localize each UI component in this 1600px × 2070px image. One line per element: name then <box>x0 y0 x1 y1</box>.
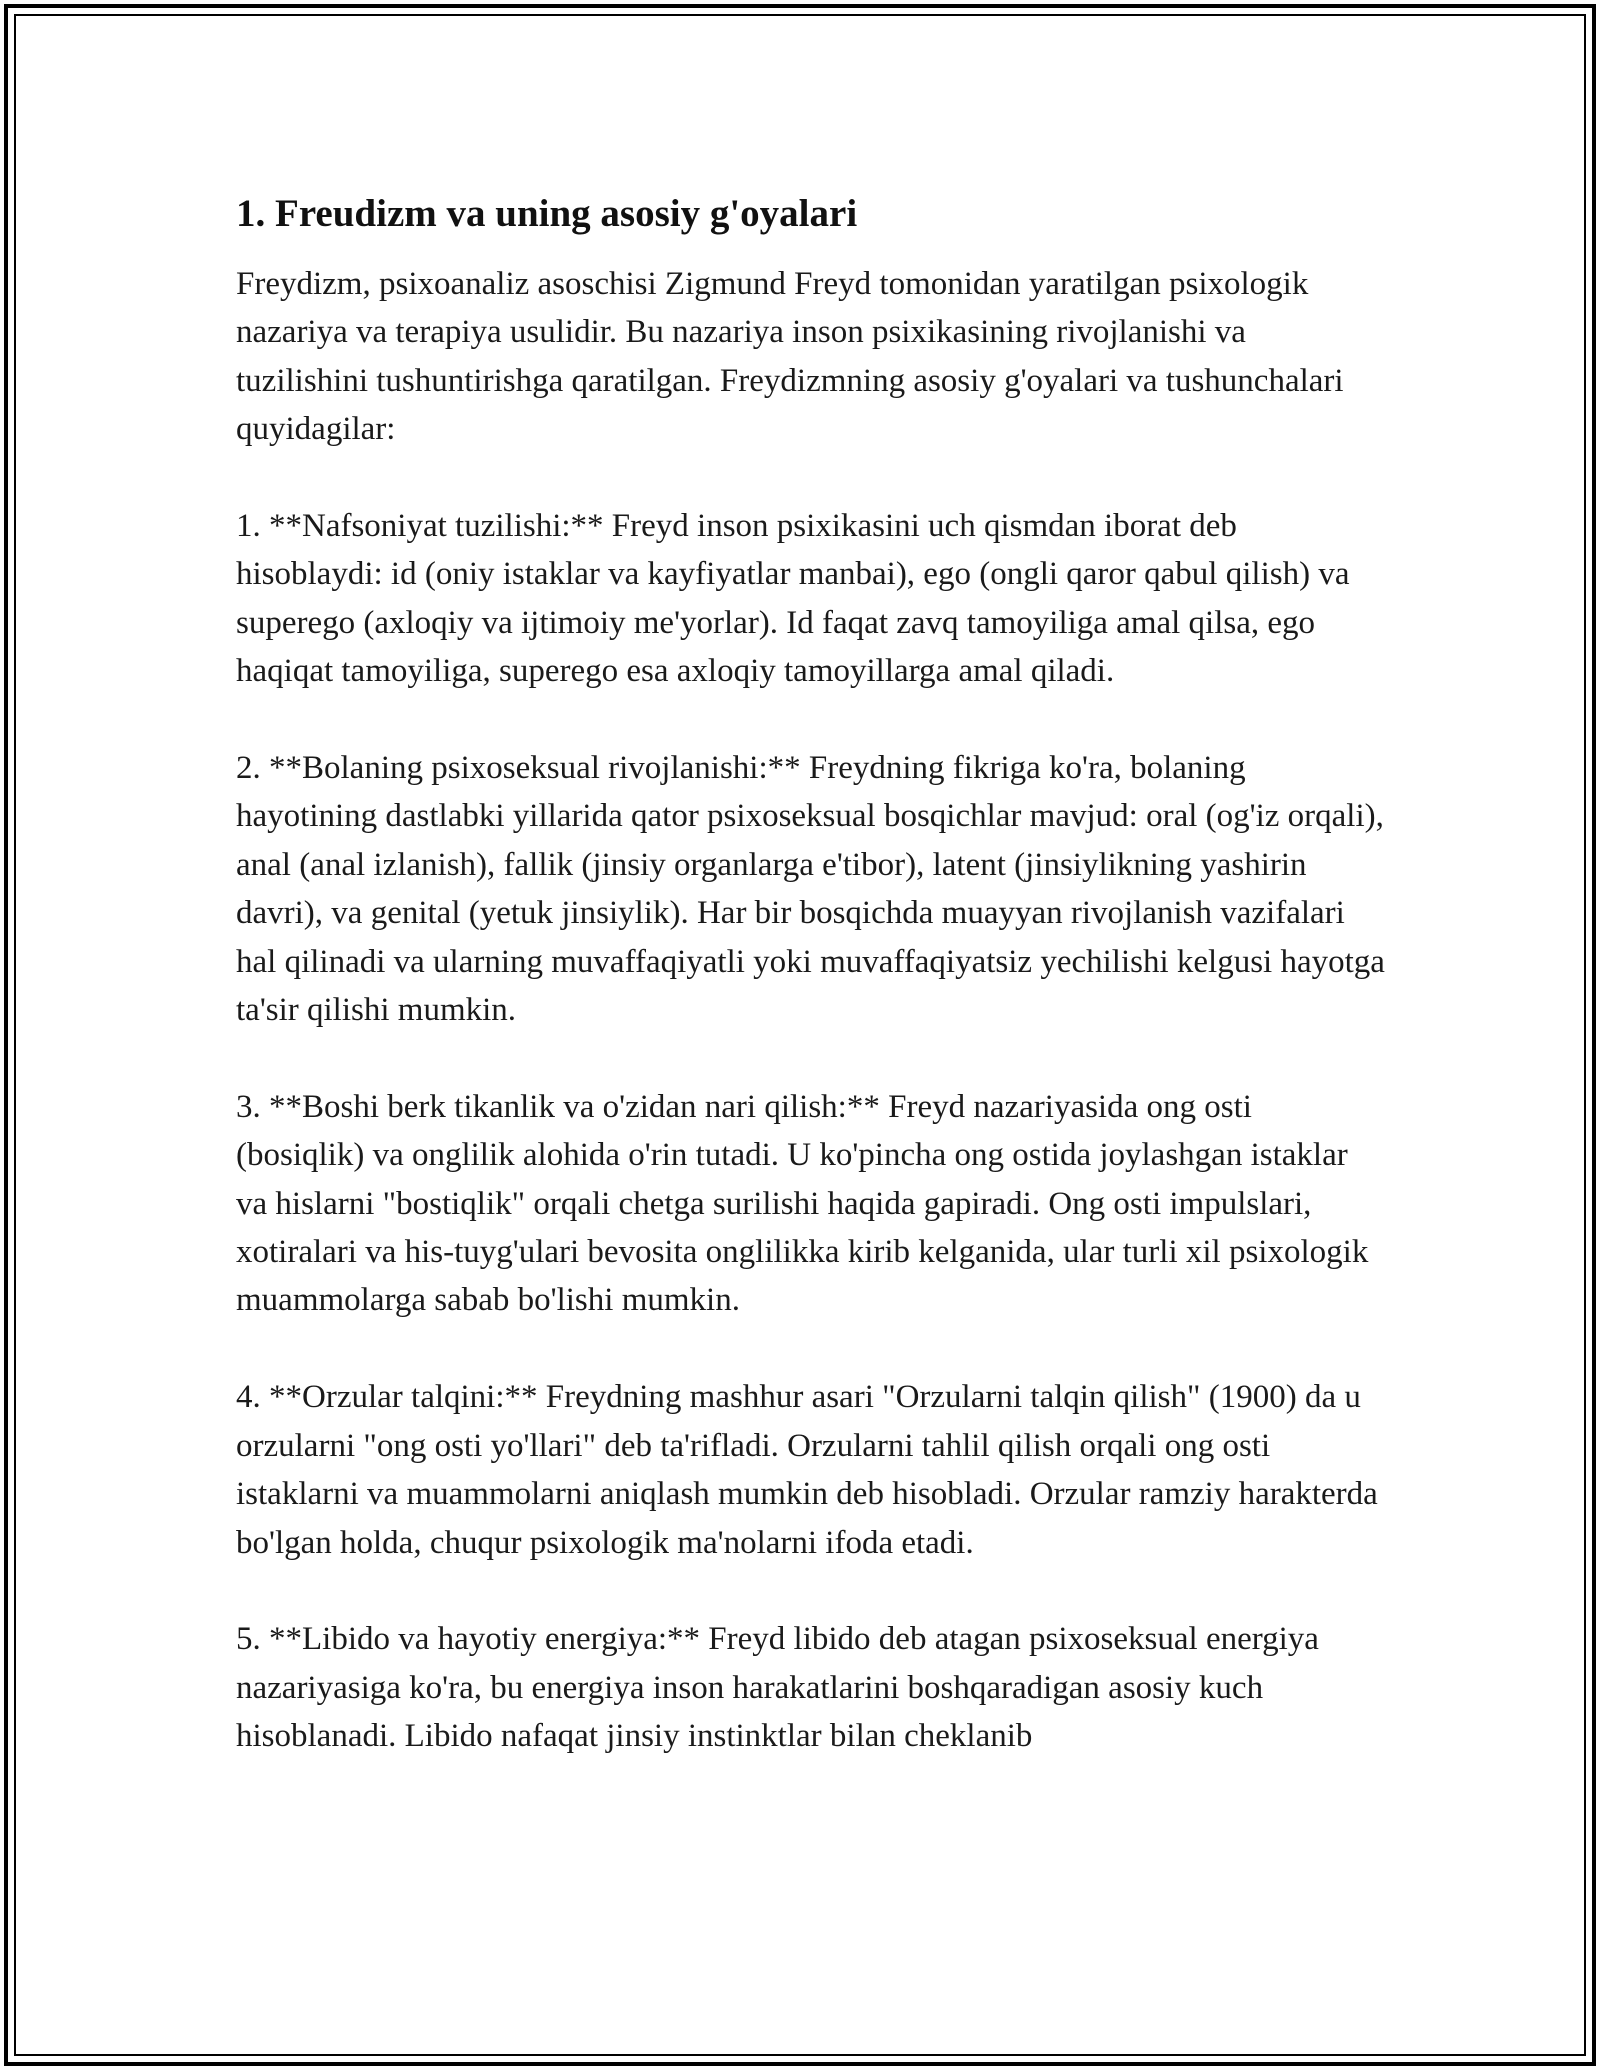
document-page <box>236 188 1386 1809</box>
document-body <box>236 260 1386 1761</box>
paragraph-2-psychosexual-development: 2. **Bolaning psixoseksual rivojlanishi:** Freydning fikriga ko'ra, bolaning hayotining dastlabki yillarida qator psixoseksual bosqichlar mavjud: oral (og'iz orqali), anal (anal izlanish), fallik (jinsiy organlarga e'tibor), latent (jinsiylikning yashirin davri), va genital (yetuk jinsiylik). Har bir bosqichda muayyan rivojlanish vazifalari hal qilinadi va ularning muvaffaqiyatli yoki muvaffaqiyatsiz yechilishi kelgusi hayotga ta'sir qilishi mumkin. <box>236 750 1385 1029</box>
paragraph-1-psyche-structure: 1. **Nafsoniyat tuzilishi:** Freyd inson psixikasini uch qismdan iborat deb hisoblaydi: id (oniy istaklar va kayfiyatlar manbai), ego (ongli qaror qabul qilish) va superego (axloqiy va ijtimoiy me'yorlar). Id faqat zavq tamoyiliga amal qilsa, ego haqiqat tamoyiliga, superego esa axloqiy tamoyillarga amal qiladi. <box>236 508 1350 690</box>
document-title: 1. Freudizm va uning asosiy g'oyalari <box>236 192 858 235</box>
intro-paragraph: Freydizm, psixoanaliz asoschisi Zigmund Freyd tomonidan yaratilgan psixologik nazariya va terapiya usulidir. Bu nazariya inson psixikasining rivojlanishi va tuzilishini tushuntirishga qaratilgan. Freydizmning asosiy g'oyalari va tushunchalari quyidagilar: <box>236 266 1344 448</box>
paragraph-5-libido: 5. **Libido va hayotiy energiya:** Freyd libido deb atagan psixoseksual energiya nazariyasiga ko'ra, bu energiya inson harakatlarini boshqaradigan asosiy kuch hisoblanadi. Libido nafaqat jinsiy instinktlar bilan cheklanib <box>236 1621 1319 1755</box>
paragraph-4-dream-interpretation: 4. **Orzular talqini:** Freydning mashhur asari "Orzularni talqin qilish" (1900) da u orzularni "ong osti yo'llari" deb ta'rifladi. Orzularni tahlil qilish orqali ong osti istaklarni va muammolarni aniqlash mumkin deb hisobladi. Orzular ramziy harakterda bo'lgan holda, chuqur psixologik ma'nolarni ifoda etadi. <box>236 1379 1378 1561</box>
paragraph-3-repression: 3. **Boshi berk tikanlik va o'zidan nari qilish:** Freyd nazariyasida ong osti (bosiqlik) va onglilik alohida o'rin tutadi. U ko'pincha ong ostida joylashgan istaklar va hislarni "bostiqlik" orqali chetga surilishi haqida gapiradi. Ong osti impulslari, xotiralari va his-tuyg'ulari bevosita onglilikka kirib kelganida, ular turli xil psixologik muammolarga sabab bo'lishi mumkin. <box>236 1088 1369 1319</box>
